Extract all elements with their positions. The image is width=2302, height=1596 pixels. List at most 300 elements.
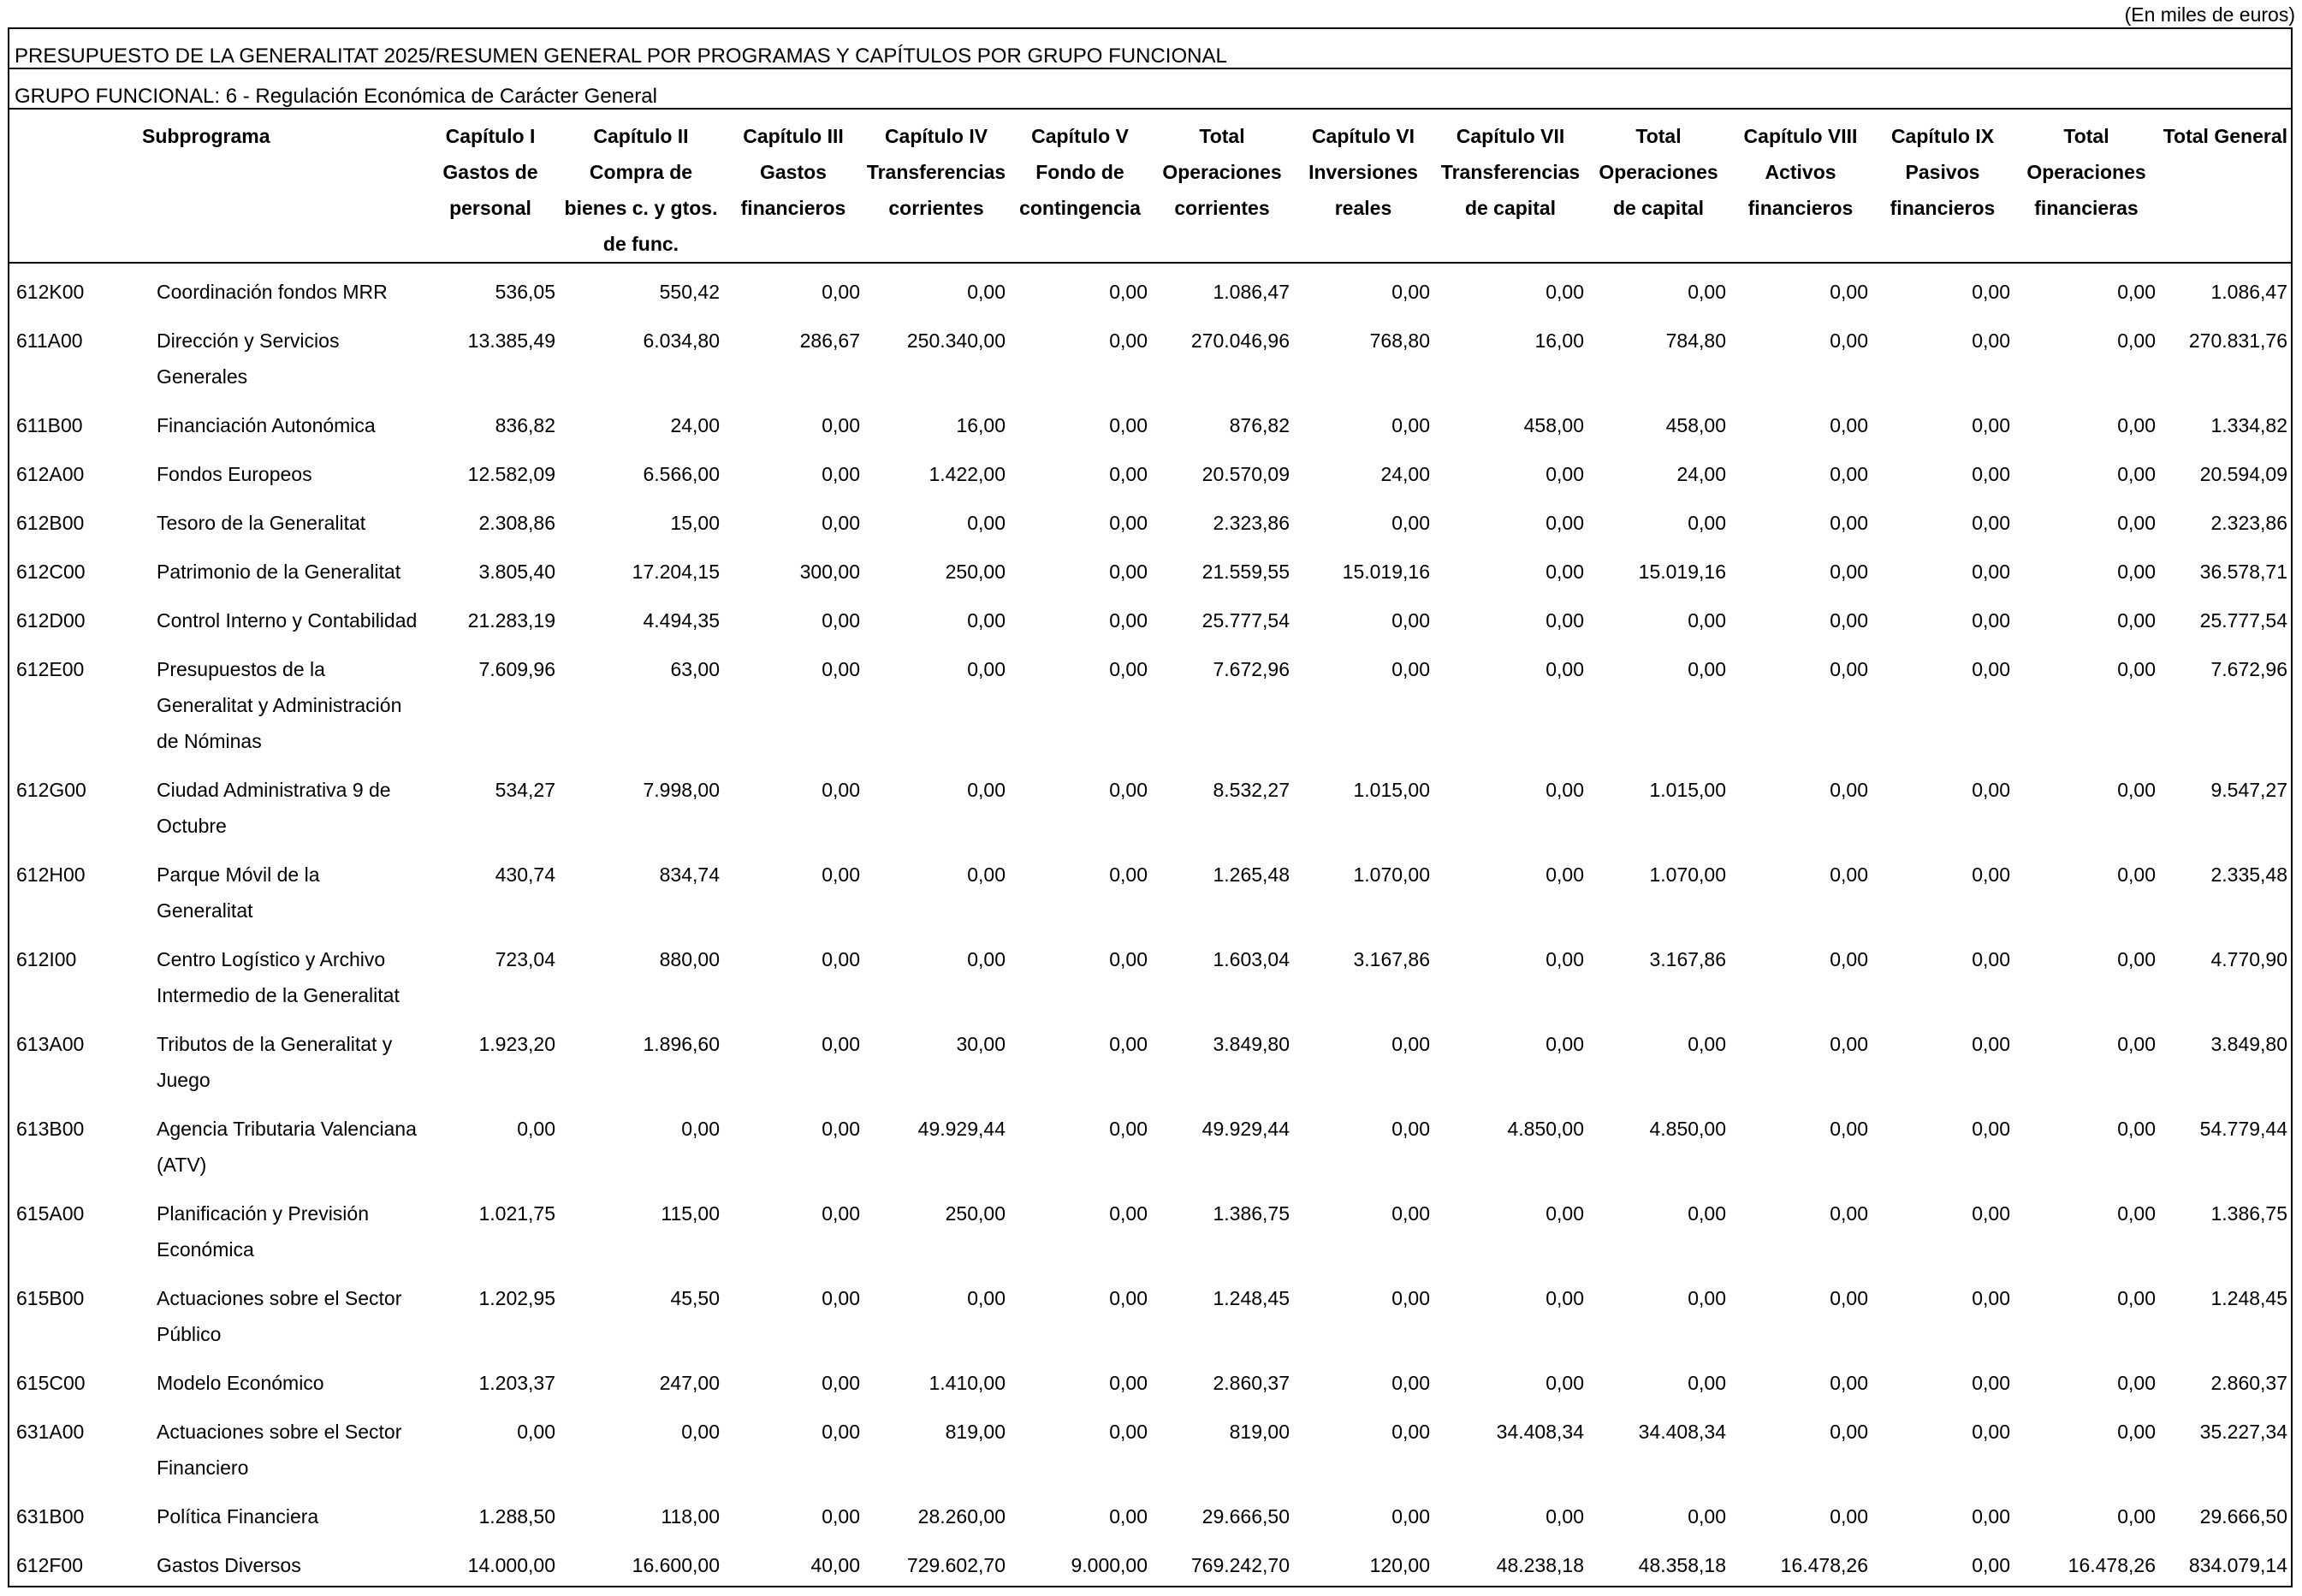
subprogram-code: 612K00 (16, 281, 85, 303)
subprogram-code: 611B00 (16, 414, 83, 436)
subprogram-code: 612D00 (16, 609, 86, 632)
col-total-general: Total General (2159, 110, 2291, 263)
table-row (9, 1270, 2291, 1355)
cell-cap7: 0,00 (1546, 863, 1584, 886)
table-row (9, 592, 2291, 641)
cell-total-corrientes: 1.248,45 (1213, 1287, 1290, 1309)
cell-total-capital: 34.408,34 (1638, 1421, 1726, 1443)
subprogram-name: Dirección y Servicios Generales (157, 329, 340, 388)
cell-cap7: 0,00 (1546, 658, 1584, 680)
col-total-corrientes: Total Operaciones corrientes (1151, 110, 1293, 263)
col-cap6: Capítulo VI Inversiones reales (1293, 110, 1433, 263)
cell-total-capital: 0,00 (1688, 1372, 1726, 1394)
cell-cap1: 836,82 (495, 414, 555, 436)
cell-cap8: 0,00 (1830, 658, 1868, 680)
cell-cap7: 0,00 (1546, 463, 1584, 485)
cell-cap9: 0,00 (1972, 863, 2010, 886)
cell-cap6: 0,00 (1391, 281, 1430, 303)
cell-cap2: 1.896,60 (643, 1033, 720, 1055)
cell-cap4: 30,00 (956, 1033, 1006, 1055)
cell-cap4: 0,00 (967, 281, 1006, 303)
cell-total-corrientes: 3.849,80 (1213, 1033, 1290, 1055)
cell-cap3: 0,00 (822, 948, 860, 970)
cell-total-capital: 0,00 (1688, 1033, 1726, 1055)
subprogram-code: 612C00 (16, 561, 86, 583)
cell-total-corrientes: 2.323,86 (1213, 512, 1290, 534)
cell-total-corrientes: 1.086,47 (1213, 281, 1290, 303)
cell-cap9: 0,00 (1972, 948, 2010, 970)
cell-cap8: 0,00 (1830, 463, 1868, 485)
cell-cap2: 63,00 (670, 658, 720, 680)
cell-cap5: 0,00 (1109, 463, 1148, 485)
cell-total-financieras: 0,00 (2117, 863, 2156, 886)
cell-cap3: 0,00 (822, 609, 860, 632)
cell-cap1: 430,74 (495, 863, 555, 886)
cell-cap4: 28.260,00 (917, 1505, 1006, 1528)
cell-cap5: 0,00 (1109, 329, 1148, 352)
cell-cap5: 0,00 (1109, 1202, 1148, 1225)
cell-cap2: 15,00 (670, 512, 720, 534)
col-cap2: Capítulo II Compra de bienes c. y gtos. de func. (559, 110, 723, 263)
cell-cap8: 0,00 (1830, 1033, 1868, 1055)
cell-total-corrientes: 25.777,54 (1201, 609, 1290, 632)
subprogram-name: Política Financiera (157, 1505, 319, 1528)
cell-cap9: 0,00 (1972, 1033, 2010, 1055)
cell-total-financieras: 0,00 (2117, 1287, 2156, 1309)
table-row (9, 543, 2291, 592)
table-row (9, 641, 2291, 762)
cell-cap6: 0,00 (1391, 609, 1430, 632)
cell-cap9: 0,00 (1972, 414, 2010, 436)
cell-cap5: 0,00 (1109, 1421, 1148, 1443)
cell-cap3: 40,00 (810, 1554, 860, 1576)
cell-total-general: 36.578,71 (2199, 561, 2287, 583)
cell-cap6: 0,00 (1391, 658, 1430, 680)
cell-total-corrientes: 1.603,04 (1213, 948, 1290, 970)
cell-cap1: 12.582,09 (467, 463, 555, 485)
cell-cap5: 0,00 (1109, 1505, 1148, 1528)
cell-cap2: 16.600,00 (632, 1554, 720, 1576)
cell-cap9: 0,00 (1972, 779, 2010, 801)
cell-total-corrientes: 2.860,37 (1213, 1372, 1290, 1394)
cell-cap9: 0,00 (1972, 561, 2010, 583)
cell-cap1: 1.203,37 (478, 1372, 555, 1394)
subprogram-code: 612F00 (16, 1554, 84, 1576)
cell-cap8: 0,00 (1830, 414, 1868, 436)
cell-total-corrientes: 29.666,50 (1201, 1505, 1290, 1528)
cell-cap4: 819,00 (945, 1421, 1006, 1443)
cell-total-corrientes: 270.046,96 (1190, 329, 1290, 352)
cell-total-capital: 0,00 (1688, 609, 1726, 632)
col-cap1: Capítulo I Gastos de personal (422, 110, 559, 263)
table-row (9, 1016, 2291, 1101)
cell-total-general: 4.770,90 (2210, 948, 2287, 970)
cell-cap1: 3.805,40 (478, 561, 555, 583)
cell-cap1: 7.609,96 (478, 658, 555, 680)
cell-total-capital: 0,00 (1688, 658, 1726, 680)
col-cap8: Capítulo VIII Activos financieros (1729, 110, 1872, 263)
cell-cap4: 1.410,00 (929, 1372, 1006, 1394)
cell-cap9: 0,00 (1972, 1372, 2010, 1394)
cell-cap5: 0,00 (1109, 779, 1148, 801)
subprogram-code: 612G00 (16, 779, 86, 801)
subprogram-code: 631A00 (16, 1421, 85, 1443)
cell-cap5: 0,00 (1109, 658, 1148, 680)
cell-cap1: 0,00 (517, 1118, 555, 1140)
subprogram-name: Fondos Europeos (157, 463, 312, 485)
subprogram-name: Centro Logístico y Archivo Intermedio de la Generalitat (157, 948, 400, 1006)
cell-cap8: 0,00 (1830, 512, 1868, 534)
subprogram-name: Planificación y Previsión Económica (157, 1202, 370, 1261)
cell-cap5: 0,00 (1109, 512, 1148, 534)
cell-total-capital: 1.070,00 (1649, 863, 1726, 886)
subprogram-name: Financiación Autonómica (157, 414, 376, 436)
cell-cap9: 0,00 (1972, 1554, 2010, 1576)
cell-cap2: 7.998,00 (643, 779, 720, 801)
subprogram-name: Ciudad Administrativa 9 de Octubre (157, 779, 391, 837)
col-cap9: Capítulo IX Pasivos financieros (1872, 110, 2014, 263)
cell-total-capital: 458,00 (1665, 414, 1726, 436)
cell-total-capital: 0,00 (1688, 281, 1726, 303)
cell-total-general: 20.594,09 (2199, 463, 2287, 485)
cell-total-financieras: 0,00 (2117, 1118, 2156, 1140)
table-row (9, 446, 2291, 495)
cell-cap8: 0,00 (1830, 1421, 1868, 1443)
cell-cap2: 880,00 (659, 948, 720, 970)
cell-total-corrientes: 20.570,09 (1201, 463, 1290, 485)
cell-cap6: 0,00 (1391, 414, 1430, 436)
cell-total-general: 29.666,50 (2199, 1505, 2287, 1528)
cell-cap7: 4.850,00 (1507, 1118, 1584, 1140)
cell-total-financieras: 0,00 (2117, 779, 2156, 801)
cell-total-capital: 0,00 (1688, 512, 1726, 534)
cell-total-capital: 784,80 (1665, 329, 1726, 352)
cell-cap4: 49.929,44 (917, 1118, 1006, 1140)
cell-cap8: 0,00 (1830, 948, 1868, 970)
budget-table (9, 110, 2291, 1586)
cell-cap6: 1.070,00 (1353, 863, 1430, 886)
subprogram-code: 611A00 (16, 329, 83, 352)
cell-total-corrientes: 8.532,27 (1213, 779, 1290, 801)
cell-total-corrientes: 1.265,48 (1213, 863, 1290, 886)
cell-cap4: 0,00 (967, 948, 1006, 970)
cell-total-capital: 48.358,18 (1638, 1554, 1726, 1576)
cell-cap2: 115,00 (661, 1202, 720, 1225)
cell-total-capital: 4.850,00 (1649, 1118, 1726, 1140)
cell-cap4: 0,00 (967, 1287, 1006, 1309)
cell-cap7: 0,00 (1546, 1202, 1584, 1225)
cell-cap8: 0,00 (1830, 281, 1868, 303)
cell-cap4: 0,00 (967, 609, 1006, 632)
cell-total-capital: 0,00 (1688, 1202, 1726, 1225)
table-row (9, 263, 2291, 312)
cell-cap3: 0,00 (822, 779, 860, 801)
header-row (9, 110, 2291, 263)
cell-cap6: 1.015,00 (1353, 779, 1430, 801)
cell-cap3: 0,00 (822, 1202, 860, 1225)
units-note: (En miles de euros) (2124, 3, 2295, 26)
cell-cap7: 0,00 (1546, 948, 1584, 970)
cell-cap7: 0,00 (1546, 779, 1584, 801)
table-row (9, 1101, 2291, 1185)
cell-total-general: 35.227,34 (2199, 1421, 2287, 1443)
cell-cap5: 0,00 (1109, 414, 1148, 436)
subprogram-code: 615C00 (16, 1372, 86, 1394)
col-cap7: Capítulo VII Transferencias de capital (1433, 110, 1587, 263)
subprogram-name: Coordinación fondos MRR (157, 281, 388, 303)
cell-total-financieras: 0,00 (2117, 1202, 2156, 1225)
subprogram-name: Gastos Diversos (157, 1554, 301, 1576)
cell-cap1: 1.202,95 (478, 1287, 555, 1309)
cell-cap8: 0,00 (1830, 1287, 1868, 1309)
cell-cap1: 723,04 (495, 948, 555, 970)
cell-total-financieras: 16.478,26 (2068, 1554, 2156, 1576)
cell-total-financieras: 0,00 (2117, 281, 2156, 303)
cell-cap4: 0,00 (967, 658, 1006, 680)
cell-cap3: 0,00 (822, 863, 860, 886)
subprogram-code: 613B00 (16, 1118, 85, 1140)
subprogram-code: 612A00 (16, 463, 85, 485)
cell-total-capital: 1.015,00 (1649, 779, 1726, 801)
table-row (9, 846, 2291, 931)
cell-cap9: 0,00 (1972, 1421, 2010, 1443)
cell-cap1: 1.923,20 (478, 1033, 555, 1055)
cell-cap3: 0,00 (822, 1505, 860, 1528)
cell-cap2: 24,00 (670, 414, 720, 436)
cell-cap2: 0,00 (681, 1421, 720, 1443)
cell-total-financieras: 0,00 (2117, 463, 2156, 485)
cell-cap6: 3.167,86 (1353, 948, 1430, 970)
cell-cap8: 16.478,26 (1780, 1554, 1868, 1576)
cell-cap5: 0,00 (1109, 1033, 1148, 1055)
cell-cap2: 4.494,35 (643, 609, 720, 632)
cell-total-general: 3.849,80 (2210, 1033, 2287, 1055)
cell-total-financieras: 0,00 (2117, 658, 2156, 680)
cell-cap3: 0,00 (822, 1118, 860, 1140)
cell-cap1: 534,27 (495, 779, 555, 801)
cell-cap7: 0,00 (1546, 281, 1584, 303)
cell-cap6: 768,80 (1369, 329, 1430, 352)
cell-total-financieras: 0,00 (2117, 1033, 2156, 1055)
cell-total-corrientes: 769.242,70 (1190, 1554, 1290, 1576)
cell-cap1: 1.021,75 (478, 1202, 555, 1225)
cell-cap7: 0,00 (1546, 609, 1584, 632)
cell-cap8: 0,00 (1830, 1505, 1868, 1528)
table-row (9, 312, 2291, 397)
cell-cap6: 24,00 (1380, 463, 1430, 485)
cell-cap7: 0,00 (1546, 1287, 1584, 1309)
cell-total-general: 1.248,45 (2210, 1287, 2287, 1309)
cell-cap6: 15.019,16 (1342, 561, 1430, 583)
table-row (9, 495, 2291, 543)
cell-cap7: 48.238,18 (1496, 1554, 1584, 1576)
subprogram-code: 615B00 (16, 1287, 85, 1309)
cell-cap3: 0,00 (822, 414, 860, 436)
subprogram-name: Modelo Económico (157, 1372, 324, 1394)
cell-cap5: 0,00 (1109, 948, 1148, 970)
cell-cap4: 250,00 (945, 561, 1006, 583)
cell-total-general: 834.079,14 (2188, 1554, 2287, 1576)
cell-cap5: 9.000,00 (1071, 1554, 1148, 1576)
cell-cap7: 0,00 (1546, 512, 1584, 534)
cell-cap6: 0,00 (1391, 1118, 1430, 1140)
functional-group: GRUPO FUNCIONAL: 6 - Regulación Económica de Carácter General (9, 69, 2291, 110)
cell-cap2: 45,50 (670, 1287, 720, 1309)
table-row (9, 1185, 2291, 1270)
col-total-capital: Total Operaciones de capital (1587, 110, 1729, 263)
cell-cap9: 0,00 (1972, 658, 2010, 680)
cell-cap4: 729.602,70 (906, 1554, 1006, 1576)
cell-total-general: 2.335,48 (2210, 863, 2287, 886)
cell-total-financieras: 0,00 (2117, 414, 2156, 436)
cell-cap7: 16,00 (1534, 329, 1584, 352)
subprogram-code: 612I00 (16, 948, 77, 970)
cell-cap9: 0,00 (1972, 609, 2010, 632)
cell-total-general: 2.323,86 (2210, 512, 2287, 534)
col-total-financieras: Total Operaciones financieras (2014, 110, 2159, 263)
table-row (9, 1537, 2291, 1586)
cell-total-capital: 15.019,16 (1638, 561, 1726, 583)
subprogram-code: 613A00 (16, 1033, 85, 1055)
cell-total-financieras: 0,00 (2117, 609, 2156, 632)
cell-cap6: 0,00 (1391, 1287, 1430, 1309)
cell-cap4: 250,00 (945, 1202, 1006, 1225)
cell-total-corrientes: 1.386,75 (1213, 1202, 1290, 1225)
cell-cap3: 0,00 (822, 281, 860, 303)
cell-cap5: 0,00 (1109, 281, 1148, 303)
cell-cap1: 1.288,50 (478, 1505, 555, 1528)
cell-total-general: 54.779,44 (2199, 1118, 2287, 1140)
cell-cap1: 14.000,00 (467, 1554, 555, 1576)
cell-cap2: 550,42 (659, 281, 720, 303)
cell-cap8: 0,00 (1830, 779, 1868, 801)
cell-cap8: 0,00 (1830, 1202, 1868, 1225)
report-title: PRESUPUESTO DE LA GENERALITAT 2025/RESUMEN GENERAL POR PROGRAMAS Y CAPÍTULOS POR GRUPO FUNCIONAL (9, 29, 2291, 69)
cell-cap8: 0,00 (1830, 561, 1868, 583)
cell-cap8: 0,00 (1830, 1118, 1868, 1140)
col-cap3: Capítulo III Gastos financieros (723, 110, 863, 263)
table-row (9, 931, 2291, 1016)
cell-cap3: 0,00 (822, 658, 860, 680)
cell-cap4: 0,00 (967, 512, 1006, 534)
cell-cap9: 0,00 (1972, 463, 2010, 485)
cell-cap1: 13.385,49 (467, 329, 555, 352)
cell-cap3: 0,00 (822, 1287, 860, 1309)
cell-total-capital: 3.167,86 (1649, 948, 1726, 970)
cell-cap6: 120,00 (1369, 1554, 1430, 1576)
cell-cap7: 0,00 (1546, 561, 1584, 583)
cell-total-financieras: 0,00 (2117, 1421, 2156, 1443)
cell-total-corrientes: 49.929,44 (1201, 1118, 1290, 1140)
subprogram-name: Actuaciones sobre el Sector Financiero (157, 1421, 402, 1479)
subprogram-name: Control Interno y Contabilidad (157, 609, 418, 632)
cell-cap2: 17.204,15 (632, 561, 720, 583)
cell-total-corrientes: 819,00 (1229, 1421, 1290, 1443)
cell-cap5: 0,00 (1109, 1372, 1148, 1394)
cell-cap2: 118,00 (661, 1505, 720, 1528)
cell-cap3: 0,00 (822, 1033, 860, 1055)
cell-cap2: 247,00 (659, 1372, 720, 1394)
cell-cap1: 2.308,86 (478, 512, 555, 534)
cell-total-general: 25.777,54 (2199, 609, 2287, 632)
cell-cap9: 0,00 (1972, 281, 2010, 303)
cell-total-corrientes: 876,82 (1229, 414, 1290, 436)
cell-total-capital: 24,00 (1676, 463, 1726, 485)
cell-total-general: 1.086,47 (2210, 281, 2287, 303)
table-row (9, 397, 2291, 446)
cell-total-financieras: 0,00 (2117, 1372, 2156, 1394)
cell-cap3: 0,00 (822, 512, 860, 534)
cell-total-financieras: 0,00 (2117, 329, 2156, 352)
cell-cap3: 0,00 (822, 1421, 860, 1443)
cell-cap6: 0,00 (1391, 1033, 1430, 1055)
cell-cap4: 1.422,00 (929, 463, 1006, 485)
cell-cap1: 536,05 (495, 281, 555, 303)
cell-total-general: 2.860,37 (2210, 1372, 2287, 1394)
subprogram-name: Patrimonio de la Generalitat (157, 561, 401, 583)
cell-total-corrientes: 7.672,96 (1213, 658, 1290, 680)
cell-total-general: 1.386,75 (2210, 1202, 2287, 1225)
cell-total-financieras: 0,00 (2117, 561, 2156, 583)
subprogram-name: Presupuestos de la Generalitat y Administración de Nóminas (157, 658, 402, 752)
cell-cap6: 0,00 (1391, 1202, 1430, 1225)
cell-total-general: 9.547,27 (2210, 779, 2287, 801)
cell-total-general: 270.831,76 (2188, 329, 2287, 352)
cell-cap3: 0,00 (822, 463, 860, 485)
cell-total-capital: 0,00 (1688, 1287, 1726, 1309)
cell-cap6: 0,00 (1391, 512, 1430, 534)
cell-cap9: 0,00 (1972, 1505, 2010, 1528)
col-cap5: Capítulo V Fondo de contingencia (1009, 110, 1151, 263)
cell-total-general: 7.672,96 (2210, 658, 2287, 680)
cell-cap7: 0,00 (1546, 1372, 1584, 1394)
cell-cap2: 6.034,80 (643, 329, 720, 352)
cell-cap2: 834,74 (659, 863, 720, 886)
subprogram-name: Tributos de la Generalitat y Juego (157, 1033, 393, 1091)
subprogram-name: Agencia Tributaria Valenciana (ATV) (157, 1118, 417, 1176)
cell-cap7: 0,00 (1546, 1505, 1584, 1528)
subprogram-code: 615A00 (16, 1202, 85, 1225)
col-cap4: Capítulo IV Transferencias corrientes (863, 110, 1009, 263)
cell-cap5: 0,00 (1109, 561, 1148, 583)
subprogram-code: 631B00 (16, 1505, 85, 1528)
subprogram-code: 612E00 (16, 658, 85, 680)
budget-table-frame (8, 27, 2293, 1587)
cell-cap9: 0,00 (1972, 512, 2010, 534)
cell-total-financieras: 0,00 (2117, 512, 2156, 534)
cell-cap3: 300,00 (799, 561, 860, 583)
cell-cap7: 458,00 (1523, 414, 1584, 436)
cell-cap4: 250.340,00 (906, 329, 1006, 352)
cell-cap5: 0,00 (1109, 1287, 1148, 1309)
cell-total-capital: 0,00 (1688, 1505, 1726, 1528)
cell-cap4: 0,00 (967, 779, 1006, 801)
cell-cap3: 0,00 (822, 1372, 860, 1394)
subprogram-code: 612H00 (16, 863, 86, 886)
cell-cap6: 0,00 (1391, 1505, 1430, 1528)
cell-cap1: 21.283,19 (467, 609, 555, 632)
cell-cap9: 0,00 (1972, 329, 2010, 352)
cell-cap1: 0,00 (517, 1421, 555, 1443)
subprogram-code: 612B00 (16, 512, 85, 534)
cell-cap9: 0,00 (1972, 1202, 2010, 1225)
cell-cap6: 0,00 (1391, 1421, 1430, 1443)
cell-cap6: 0,00 (1391, 1372, 1430, 1394)
cell-cap8: 0,00 (1830, 609, 1868, 632)
cell-total-financieras: 0,00 (2117, 1505, 2156, 1528)
cell-cap3: 286,67 (799, 329, 860, 352)
cell-cap9: 0,00 (1972, 1287, 2010, 1309)
